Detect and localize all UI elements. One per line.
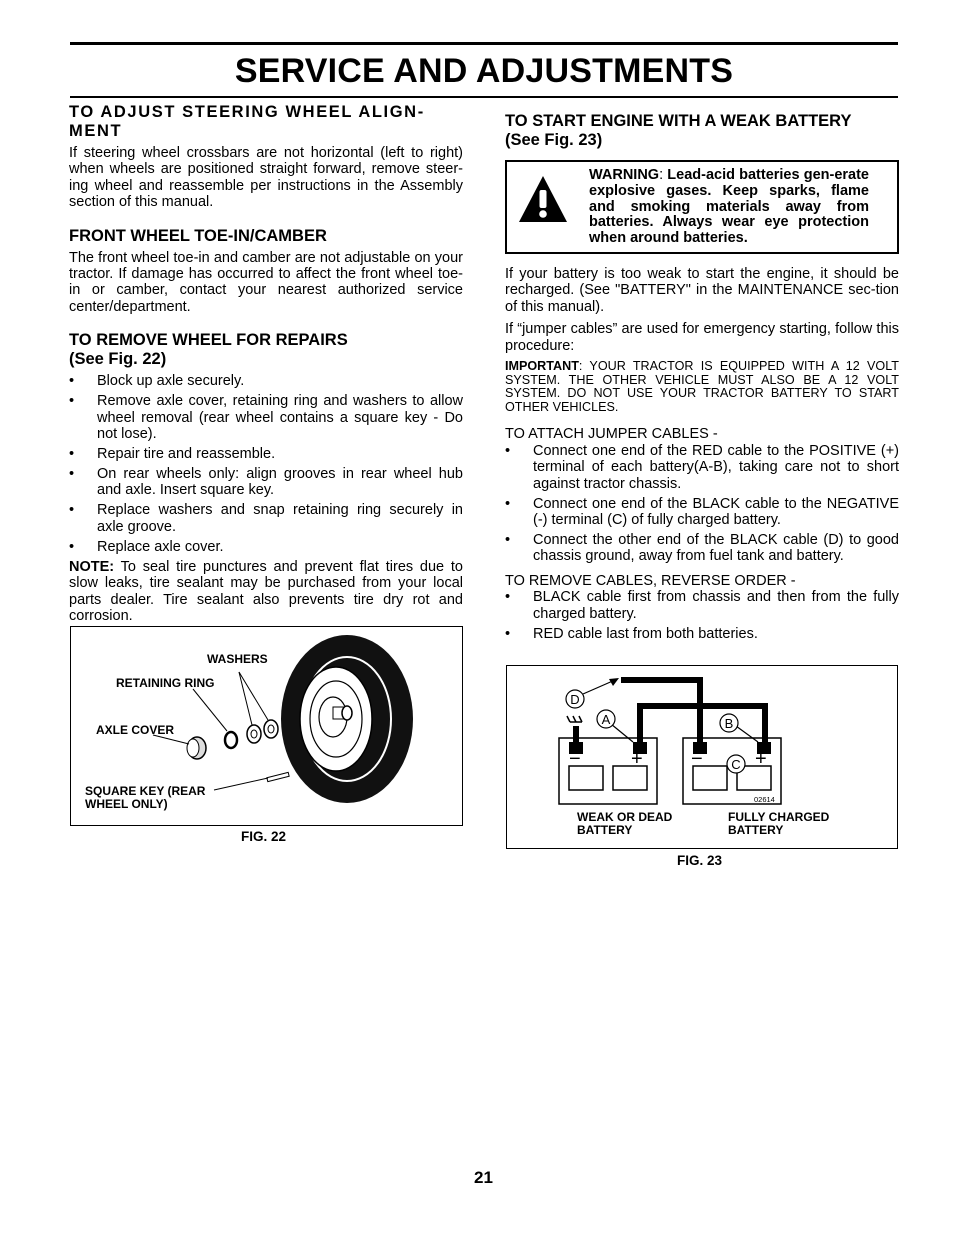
remove-list: [505, 589, 899, 642]
left-column: [69, 103, 463, 625]
list-item: • Replace washers and snap retaining ring securely in axle groove.: [69, 502, 463, 535]
list-item: • Connect one end of the BLACK cable to the NEGATIVE (-) terminal (C) of fully charged battery.: [505, 495, 899, 529]
remove-wheel-heading: [69, 331, 463, 369]
toein-heading: FRONT WHEEL TOE-IN/CAMBER: [69, 226, 327, 245]
warning-triangle-icon: [517, 174, 569, 226]
attach-list: [505, 443, 899, 565]
warning-box: [505, 160, 899, 254]
list-item: • RED cable last from both batteries.: [505, 625, 758, 642]
important-text: : YOUR TRACTOR IS EQUIPPED WITH A 12 VOLT SYSTEM. THE OTHER VEHICLE MUST ALSO BE A 12 VOLT SYSTEM. DO NOT USE YOUR TRACTOR BATTERY TO START OTHER VEHICLES.: [505, 359, 899, 414]
label-weak-1: WEAK OR DEAD: [577, 810, 673, 824]
remove-heading: TO REMOVE CABLES, REVERSE ORDER -: [505, 572, 796, 589]
label-full-2: BATTERY: [728, 823, 784, 837]
important-notice: [505, 360, 899, 414]
important-label: IMPORTANT: [505, 359, 579, 374]
warning-text: WARNING: Lead-acid batteries gen-erate explosive gases. Keep sparks, flame and smoking materials away from batteries. Always wear eye protection when around batteries.: [589, 167, 869, 247]
jumper-paragraph: If “jumper cables” are used for emergency starting, follow this procedure:: [505, 321, 899, 354]
label-square-key-2: WHEEL ONLY): [85, 797, 168, 811]
label-full-1: FULLY CHARGED: [728, 810, 830, 824]
letter-c: C: [731, 757, 741, 772]
list-item: • BLACK cable first from chassis and then from the fully charged battery.: [505, 589, 899, 622]
label-axle-cover: AXLE COVER: [96, 723, 175, 737]
note-text: To seal tire punctures and prevent flat tires due to slow leaks, tire sealant may be purchased from your local parts dealer. Tire sealant also prevents tire dry rot and corrosion.: [69, 558, 463, 625]
title-rule: [70, 96, 898, 98]
list-item: • Connect the other end of the BLACK cable (D) to good chassis ground, away from fuel tank and battery.: [505, 532, 899, 565]
plus-full: +: [755, 748, 767, 770]
list-item: • Connect one end of the RED cable to the POSITIVE (+) terminal of each battery(A-B), taking care not to short against tractor chassis.: [505, 442, 899, 492]
steering-body: If steering wheel crossbars are not horizontal (left to right) when wheels are positioned straight forward, remove steer-ing wheel and reassemble per instructions in the Assembly section of this manual.: [69, 145, 463, 211]
letter-a: A: [601, 712, 611, 727]
page-title: SERVICE AND ADJUSTMENTS: [234, 52, 734, 90]
minus-weak: −: [569, 748, 581, 770]
remove-wheel-heading-line2: (See Fig. 22): [69, 350, 167, 369]
right-column: [505, 112, 899, 646]
fig-23: [506, 665, 898, 849]
list-item: • Repair tire and reassemble.: [69, 446, 276, 463]
weak-battery-heading: [505, 112, 899, 150]
fig-22: [70, 626, 463, 826]
list-item: • On rear wheels only: align grooves in rear wheel hub and axle. Insert square key.: [69, 466, 463, 499]
list-item: • Block up axle securely.: [69, 373, 245, 390]
remove-wheel-heading-line1: TO REMOVE WHEEL FOR REPAIRS: [69, 331, 348, 350]
fig-23-caption: FIG. 23: [677, 853, 723, 868]
label-weak-2: BATTERY: [577, 823, 633, 837]
top-rule: [70, 42, 898, 45]
steering-heading: TO ADJUST STEERING WHEEL ALIGN-MENT: [69, 103, 425, 140]
letter-b: B: [724, 716, 734, 731]
recharge-paragraph: If your battery is too weak to start the engine, it should be recharged. (See "BATTERY" in the MAINTENANCE sec-tion of this manual).: [505, 266, 899, 315]
wheel-assembly-illustration: [71, 627, 462, 825]
remove-wheel-list: [69, 373, 463, 555]
label-washers: WASHERS: [207, 652, 268, 666]
fig-22-caption: FIG. 22: [241, 829, 287, 844]
note-label: NOTE:: [69, 558, 115, 575]
page-number: 21: [474, 1168, 493, 1187]
weak-battery-heading-line2: (See Fig. 23): [505, 131, 603, 149]
minus-full: −: [691, 748, 703, 770]
label-retaining-ring: RETAINING RING: [116, 676, 215, 690]
plus-weak: +: [631, 748, 643, 770]
letter-d: D: [570, 692, 580, 707]
warning-body: Lead-acid batteries gen-erate explosive gases. Keep sparks, flame and smoking materials away from batteries. Always wear eye protection when around batteries.: [589, 167, 869, 247]
attach-heading: TO ATTACH JUMPER CABLES -: [505, 426, 718, 443]
note-paragraph: [69, 559, 463, 625]
warning-label: WARNING: [589, 167, 660, 183]
jumper-cable-diagram: [507, 666, 897, 848]
toein-body: The front wheel toe-in and camber are not adjustable on your tractor. If damage has occurred to affect the front wheel toe-in or camber, contact your nearest authorized service center/department.: [69, 249, 463, 315]
list-item: • Remove axle cover, retaining ring and washers to allow wheel removal (rear wheel contains a square key - Do not lose).: [69, 393, 463, 443]
weak-battery-heading-line1: TO START ENGINE WITH A WEAK BATTERY: [505, 112, 852, 130]
figure-code: 02614: [754, 795, 775, 804]
list-item: • Replace axle cover.: [69, 538, 224, 555]
label-square-key-1: SQUARE KEY (REAR: [85, 784, 206, 798]
